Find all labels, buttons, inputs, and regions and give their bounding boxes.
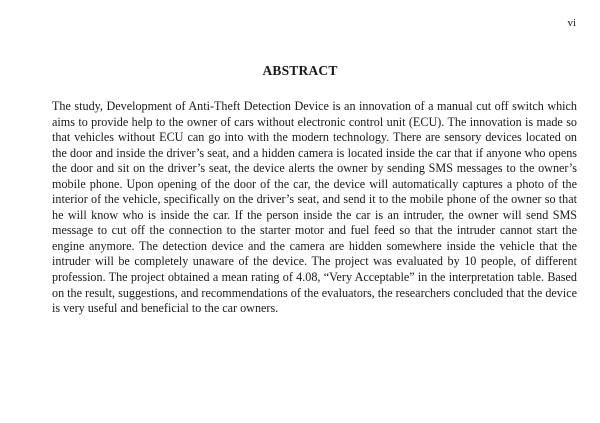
abstract-paragraph: The study, Development of Anti-Theft Detection Device is an innovation of a manual cut off switch which aims to provide help to the owner of cars without electronic control unit (ECU). The innovation is made so that vehicles without ECU can go into with the modern technology. There are sensory devices located on the door and inside the driver’s seat, and a hidden camera is located inside the car that if anyone who opens the door and sit on the driver’s seat, the device alerts the owner by sending SMS messages to the owner’s mobile phone. Upon opening of the door of the car, the device will automatically captures a photo of the interior of the vehicle, specifically on the driver’s seat, and send it to the mobile phone of the owner so that he will know who is inside the car. If the person inside the car is an intruder, the owner will send SMS message to cut off the connection to the starter motor and fuel feed so that the intruder cannot start the engine anymore. The detection device and the camera are hidden somewhere inside the vehicle that the intruder will be completely unaware of the device. The project was evaluated by 10 people, of different profession. The project obtained a mean rating of 4.08, “Very Acceptable” in the interpretation table. Based on the result, suggestions, and recommendations of the evaluators, the researchers concluded that the device is very useful and beneficial to the car owners.	[52, 99, 577, 316]
page-title: ABSTRACT	[262, 63, 338, 78]
page-number: vi	[567, 17, 576, 29]
